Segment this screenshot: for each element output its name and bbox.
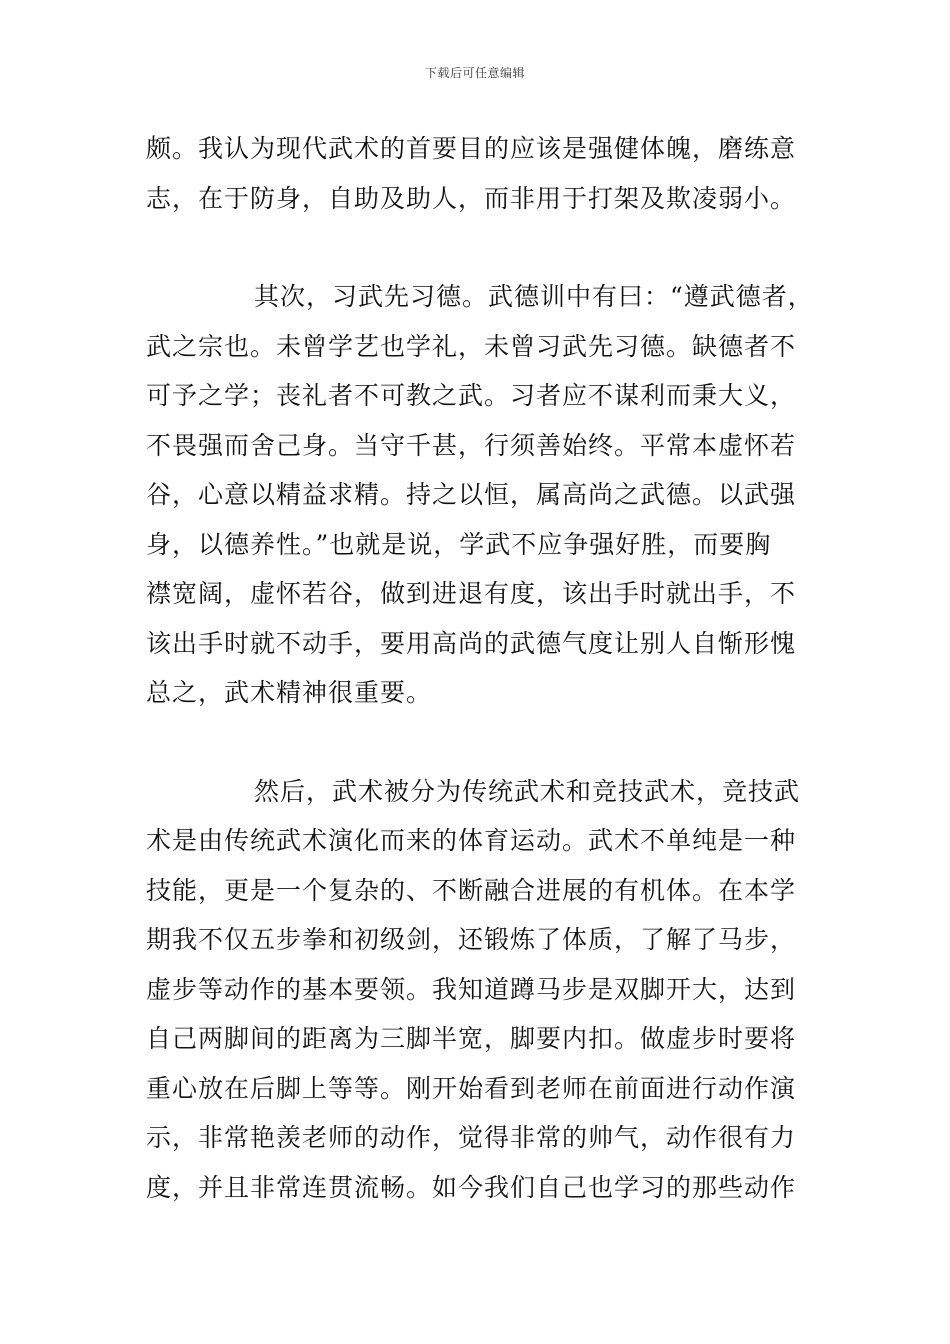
text-line: 不畏强而舍己身。当守千甚，行须善始终。平常本虚怀若: [146, 430, 797, 460]
text-line: 术是由传统武术演化而来的体育运动。武术不单纯是一种: [146, 826, 797, 855]
text-line: 可予之学；丧礼者不可教之武。习者应不谋利而秉大义，: [146, 381, 797, 410]
page-header: 下载后可任意编辑: [424, 66, 525, 80]
text-line-first: 然后，武术被分为传统武术和竞技武术，竞技武: [254, 776, 801, 806]
text-line: 重心放在后脚上等等。刚开始看到老师在前面进行动作演: [146, 1073, 797, 1103]
text-line-first: 其次，习武先习德。武德训中有曰：“遵武德者，: [254, 282, 814, 311]
paragraph-3: [146, 767, 816, 1213]
text-line: 度，并且非常连贯流畅。如今我们自己也学习的那些动作: [146, 1172, 797, 1202]
text-line: 颇。我认为现代武术的首要目的应该是强健体魄，磨练意: [146, 134, 797, 163]
text-line: 武之宗也。未曾学艺也学礼，未曾习武先习德。缺德者不: [146, 331, 797, 361]
text-line: 期我不仅五步拳和初级剑，还锻炼了体质，了解了马步，: [146, 925, 797, 954]
text-line: 示，非常艳羡老师的动作，觉得非常的帅气，动作很有力: [146, 1123, 797, 1152]
text-line: 技能，更是一个复杂的、不断融合进展的有机体。在本学: [146, 875, 797, 905]
text-line: 虚步等动作的基本要领。我知道蹲马步是双脚开大，达到: [146, 974, 797, 1004]
text-line: 谷，心意以精益求精。持之以恒，属高尚之武德。以武强: [146, 480, 797, 509]
text-line: 志，在于防身，自助及助人，而非用于打架及欺凌弱小。: [146, 183, 797, 213]
document-body: [146, 124, 816, 1212]
text-line: 自己两脚间的距离为三脚半宽，脚要内扣。做虚步时要将: [146, 1024, 797, 1053]
paragraph-2: [146, 272, 816, 718]
paragraph-gap: [146, 718, 816, 767]
paragraph-gap: [146, 223, 816, 272]
text-line: 该出手时就不动手，要用高尚的武德气度让别人自惭形愧: [146, 628, 797, 658]
text-line: 襟宽阔，虚怀若谷，做到进退有度，该出手时就出手，不: [146, 579, 797, 608]
paragraph-1: [146, 124, 816, 223]
text-line: 总之，武术精神很重要。: [146, 678, 433, 707]
text-line: 身，以德养性。”也就是说，学武不应争强好胜，而要胸: [146, 529, 772, 559]
